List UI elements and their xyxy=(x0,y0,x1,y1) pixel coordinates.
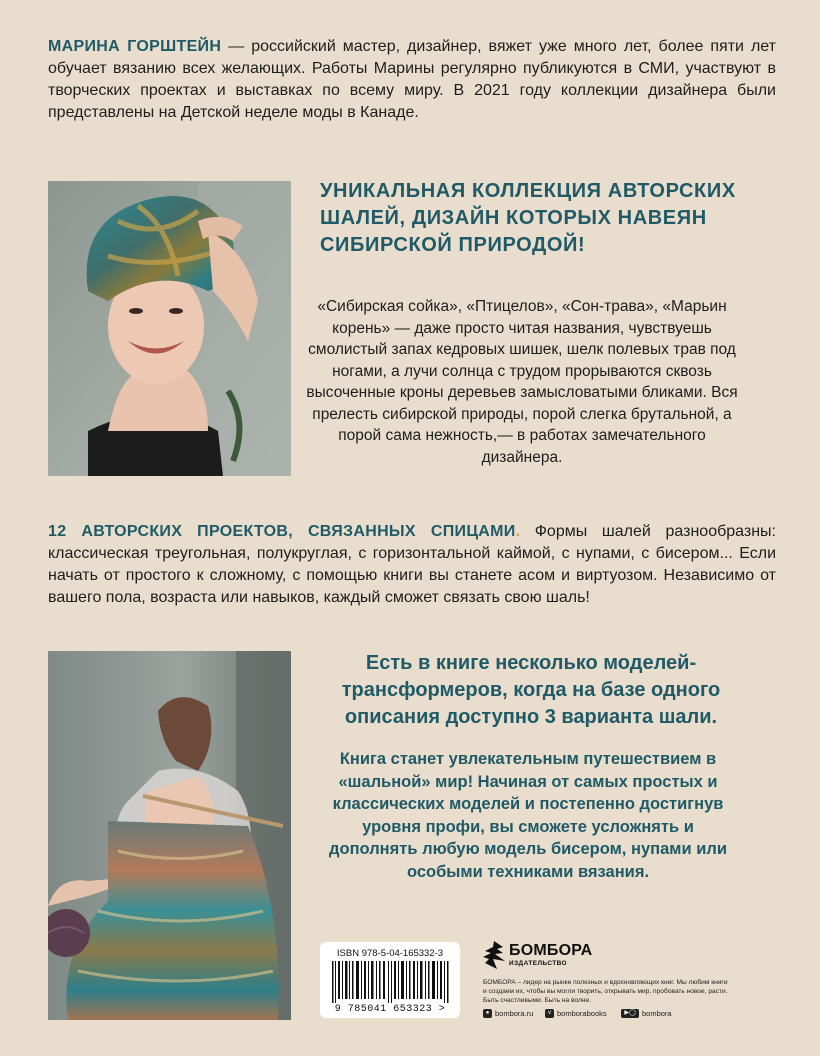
projects-paragraph xyxy=(48,521,776,609)
globe-icon: ● xyxy=(483,1009,492,1018)
vk-link-label: bomborabooks xyxy=(557,1009,607,1018)
publisher-logo xyxy=(483,941,603,971)
site-link[interactable] xyxy=(483,1009,533,1018)
publisher-social-links xyxy=(483,1009,743,1021)
social-link[interactable] xyxy=(621,1009,672,1018)
author-bio xyxy=(48,36,776,124)
projects-dot: . xyxy=(515,523,521,540)
author-bio-text: — российский мастер, дизайнер, вяжет уже много лет, более пяти лет обучает вязанию всех желающих. Работы Марины регулярно публикуются в СМИ, участвуют в творческих проектах и выставках по всему миру. В 2021 году коллекции дизайнера были представлены на Детской неделе моды в Канаде. xyxy=(48,38,776,121)
headline-unique-collection: УНИКАЛЬНАЯ КОЛЛЕКЦИЯ АВТОРСКИХ ШАЛЕЙ, ДИЗАЙН КОТОРЫХ НАВЕЯН СИБИРСКОЙ ПРИРОДОЙ! xyxy=(320,180,736,256)
bombora-logo-icon xyxy=(483,941,505,969)
projects-text: Формы шалей разнообразны: классическая треугольная, полукруглая, с горизонтальной каймой, с нупами, с бисером... Если начать от простого к сложному, с помощью книги вы станете асом и виртуозом. Независимо от вашего пола, возраста или навыков, каждый сможет связать свою шаль! xyxy=(48,523,777,606)
book-journey-paragraph: Книга станет увлекательным путешествием в «шальной» мир! Начиная от самых простых и классических моделей и постепенно достигнув уровня профи, вы сможете усложнять и дополнять любую модель бисером, нупами или особыми техниками вязания. xyxy=(329,750,727,881)
site-link-label: bombora.ru xyxy=(495,1009,534,1018)
author-portrait-photo xyxy=(48,181,291,476)
vk-icon: v xyxy=(545,1009,554,1018)
transformer-models-heading: Есть в книге несколько моделей-трансформеров, когда на базе одного описания доступно 3 варианта шали. xyxy=(341,652,721,728)
isbn-label: ISBN 978-5-04-165332-3 xyxy=(336,948,444,959)
publisher-subtitle: ИЗДАТЕЛЬСТВО xyxy=(509,960,568,967)
publisher-description: БОМБОРА – лидер на рынке полезных и вдохновляющих книг. Мы любим книги и создаем их, чтобы вы могли творить, открывать мир, пробовать новое, расти. Быть счастливыми. Быть на волне. xyxy=(483,979,728,1004)
isbn-barcode-box xyxy=(320,942,460,1018)
author-name: МАРИНА ГОРШТЕЙН xyxy=(48,38,222,55)
publisher-name: БОМБОРА xyxy=(509,942,593,959)
isbn-digits: 9 785041 653323 > xyxy=(334,1004,446,1015)
social-link-label: bombora xyxy=(642,1009,672,1018)
knitting-photo xyxy=(48,651,291,1020)
barcode-icon xyxy=(330,961,450,1003)
vk-link[interactable] xyxy=(545,1009,607,1018)
description-paragraph: «Сибирская сойка», «Птицелов», «Сон-трава», «Марьин корень» — даже просто читая названия, чувствуешь смолистый запах кедровых шишек, шелк полевых трав под ногами, а лучи солнца с трудом прорываются сквозь высоченные кроны деревьев замысловатыми бликами. Вся прелесть сибирской природы, порой слегка брутальной, а порой сама нежность,— в работах замечательного дизайнера. xyxy=(306,298,738,466)
projects-lead: 12 АВТОРСКИХ ПРОЕКТОВ, СВЯЗАННЫХ СПИЦАМИ xyxy=(48,523,516,540)
social-media-icon: ▶◯ xyxy=(621,1009,639,1018)
